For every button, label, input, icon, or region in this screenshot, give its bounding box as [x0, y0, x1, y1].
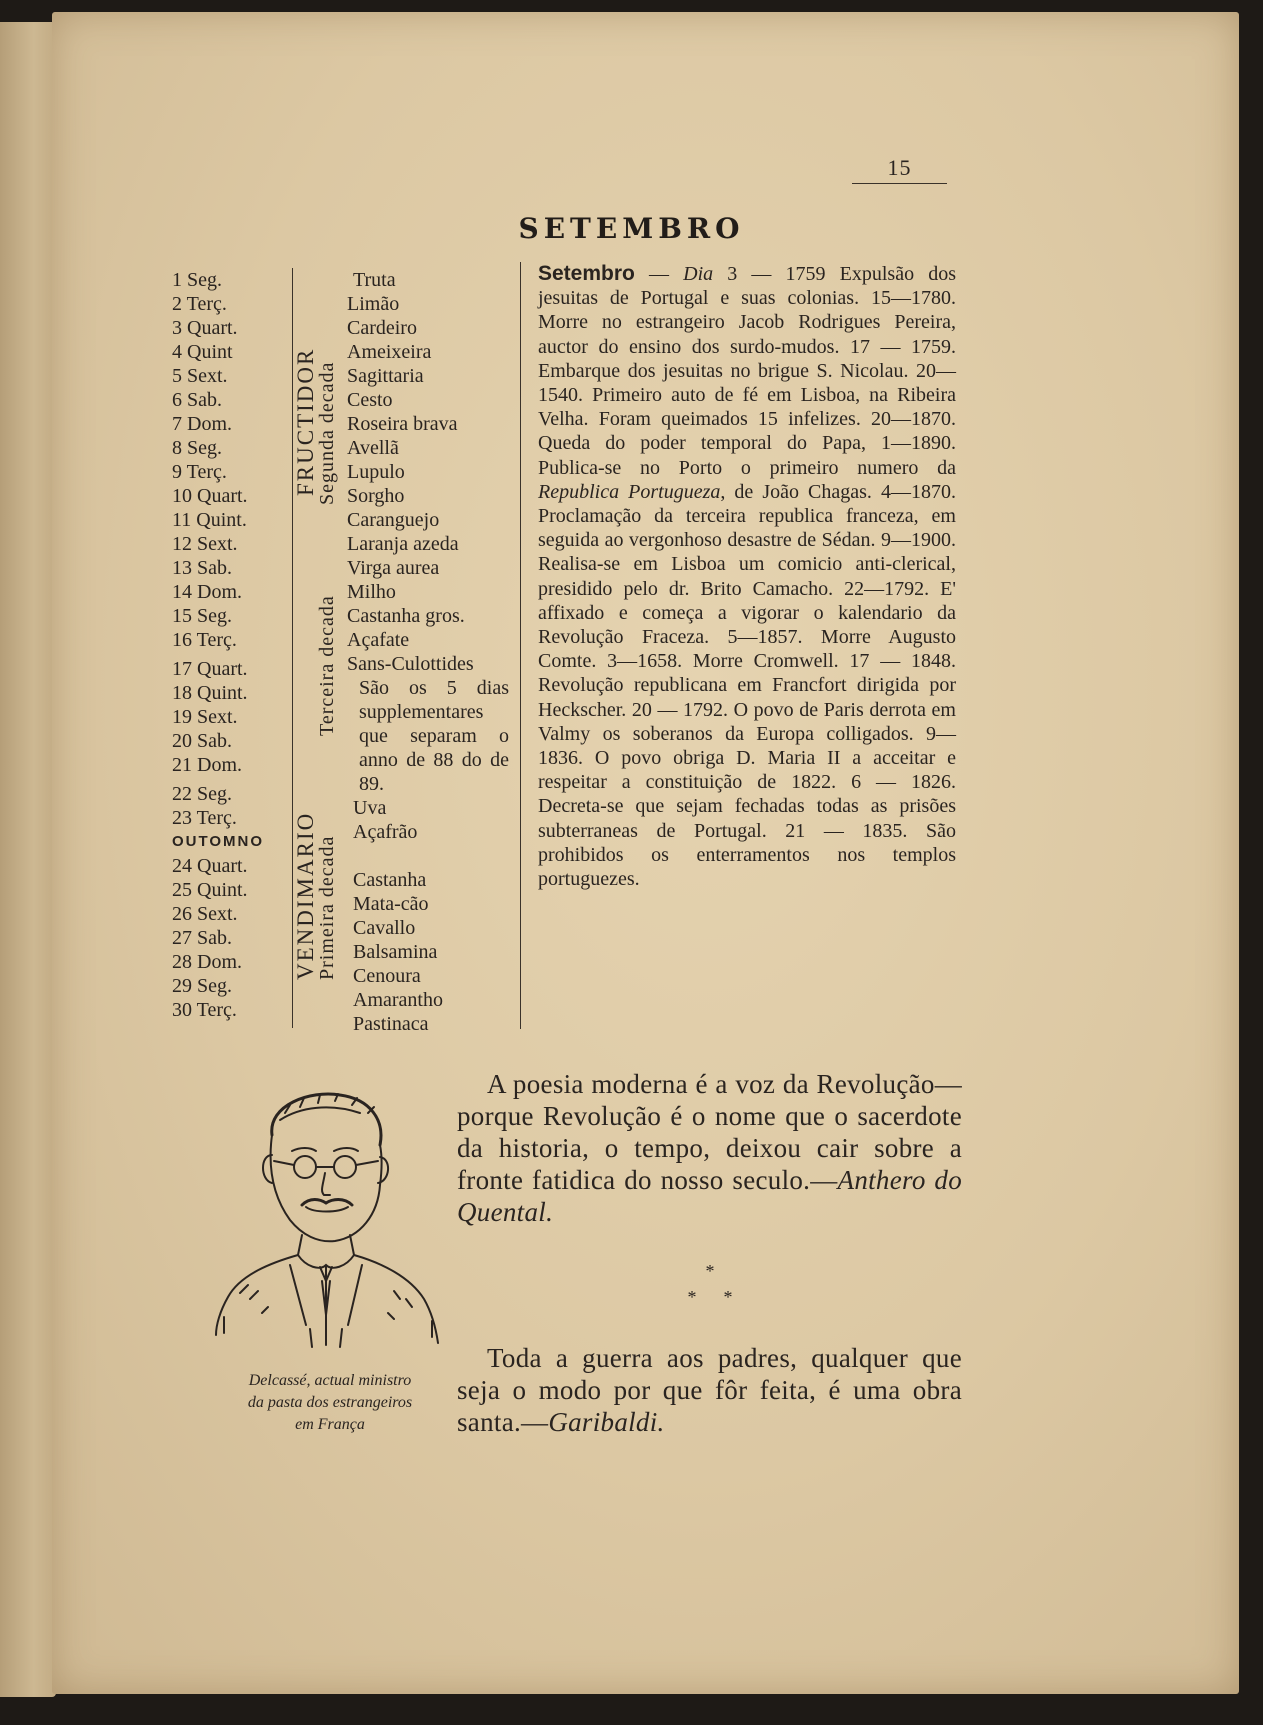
day-entry: 21 Dom. — [172, 754, 242, 776]
day-entry: 23 Terç. — [172, 807, 237, 829]
day-entry: 15 Seg. — [172, 605, 232, 627]
plant-entry: Laranja azeda — [347, 533, 459, 555]
day-entry: 22 Seg. — [172, 783, 232, 805]
day-entry: 19 Sext. — [172, 706, 238, 728]
historical-events-text: Setembro — Dia 3 — 1759 Expulsão dos jesuitas de Portugal e suas colonias. 15—1780. Morre no estrangeiro Jacob Rodrigues Pereira, auctor do ensino dos surdo-mudos. 17 — 1759. Embarque dos jesuitas no brigue S. Nicolau. 20—1540. Primeiro auto de fé em Lisboa, na Ribeira Velha. Foram queimados 15 infelizes. 20—1870. Queda do poder temporal do Papa, 1—1890. Publica-se no Porto o primeiro numero da Republica Portugueza, de João Chagas. 4—1870. Proclamação da terceira republica franceza, em seguida ao vergonhoso desastre de Sédan. 9—1900. Realisa-se em Lisboa um comicio anti-clerical, presidido pelo dr. Brito Camacho. 22—1792. E' affixado e começa a vigorar o kalendario da Revolução Fraceza. 5—1857. Morre Augusto Comte. 3—1658. Morre Cromwell. 17 — 1848. Revolução republicana em Francfort dirigida por Heckscher. 20 — 1792. O povo de Paris derrota em Valmy os soberanos da Europa colligados. 9—1836. O povo obriga D. Maria II a acceitar e respeitar a constituição de 1822. 6 — 1826. Decreta-se que sejam fechadas todas as prisões subterraneas de Portugal. 21 — 1835. São prohibidos os enterramentos nos templos portuguezes. — [538, 262, 957, 891]
day-entry: 9 Terç. — [172, 461, 227, 483]
day-entry: 30 Terç. — [172, 999, 237, 1021]
day-entry: 29 Seg. — [172, 975, 232, 997]
plant-entry: Cavallo — [353, 917, 416, 939]
plant-entry: Roseira brava — [347, 413, 458, 435]
decade-label-segunda: Segunda decada — [316, 361, 338, 505]
plant-entry: Lupulo — [347, 461, 405, 483]
day-entry: 16 Terç. — [172, 629, 237, 651]
plant-entry: Sagittaria — [347, 365, 424, 387]
history-text-part-1: 3 — 1759 Expulsão dos jesuitas de Portugal e suas colonias. 15—1780. Morre no estrangeiro Jacob Rodrigues Pereira, auctor do ensino dos surdo-mudos. 17 — 1759. Embarque dos jesuitas no brigue S. Nicolau. 20—1540. Primeiro auto de fé em Lisboa, na Ribeira Velha. Foram queimados 15 infelizes. 20—1870. Queda do poder temporal do Papa, 1—1890. Publica-se no Porto o primeiro numero da — [538, 263, 957, 479]
plant-entry: Cesto — [347, 389, 393, 411]
quote-garibaldi — [457, 1342, 962, 1438]
caption-line: Delcassé, actual ministro — [248, 1372, 412, 1389]
asterism-divider — [660, 1258, 760, 1310]
plant-entry: Limão — [347, 293, 400, 315]
day-entry: 17 Quart. — [172, 658, 248, 680]
history-text-part-2: , de João Chagas. 4—1870. Proclamação da terceira republica franceza, em seguida ao vergonhoso desastre de Sédan. 9—1900. Realisa-se em Lisboa um comicio anti-clerical, presidido pelo dr. Brito Camacho. 22—1792. E' affixado e começa a vigorar o kalendario da Revolução Fraceza. 5—1857. Morre Augusto Comte. 3—1658. Morre Cromwell. 17 — 1848. Revolução republicana em Francfort dirigida por Heckscher. 20 — 1792. O povo de Paris derrota em Valmy os soberanos da Europa colligados. 9—1836. O povo obriga D. Maria II a acceitar e respeitar a constituição de 1822. 6 — 1826. Decreta-se que sejam fechadas todas as prisões subterraneas de Portugal. 21 — 1835. São prohibidos os enterramentos nos templos portuguezes. — [538, 480, 956, 891]
plant-entry: Uva — [353, 797, 387, 819]
day-entry: 25 Quint. — [172, 879, 248, 901]
quote-text: Toda a guerra aos padres, qualquer que seja o modo por que fôr feita, é uma obra santa.— — [457, 1343, 962, 1437]
history-lead: Setembro — [538, 262, 635, 285]
plant-entry: Açafrão — [353, 821, 418, 843]
plant-entry: Ameixeira — [347, 341, 432, 363]
day-entry: 4 Quint — [172, 341, 233, 363]
plant-entry: Pastinaca — [353, 1013, 429, 1035]
day-entry: 18 Quint. — [172, 682, 248, 704]
day-entry: 1 Seg. — [172, 269, 222, 291]
day-entry: 3 Quart. — [172, 317, 238, 339]
day-entry: 13 Sab. — [172, 557, 232, 579]
column-divider — [520, 262, 521, 1029]
history-dia: Dia — [683, 263, 714, 285]
day-entry: 26 Sext. — [172, 903, 238, 925]
plant-entry: Sorgho — [347, 485, 405, 507]
asterism-top: * — [705, 1261, 715, 1281]
day-entry: 2 Terç. — [172, 293, 227, 315]
plant-entry: Milho — [347, 581, 396, 603]
day-entry: 7 Dom. — [172, 413, 232, 435]
day-entry: 14 Dom. — [172, 581, 242, 603]
plant-entry: Amarantho — [353, 989, 443, 1011]
plant-entry: Mata-cão — [353, 893, 429, 915]
season-marker: OUTOMNO — [172, 833, 265, 850]
plant-entry: Caranguejo — [347, 509, 440, 531]
plant-entry: Cardeiro — [347, 317, 417, 339]
day-entry: 5 Sext. — [172, 365, 228, 387]
decade-label-primeira: Primeira decada — [316, 835, 338, 980]
plant-entry: Cenoura — [353, 965, 421, 987]
quote-anthero — [457, 1068, 962, 1228]
month-label-fructidor: FRUCTIDOR — [293, 347, 318, 496]
blank-row — [347, 844, 517, 868]
sansculottides-note: São os 5 dias supplementares que separam o anno de 88 do de 89. — [359, 677, 509, 795]
plant-entry: Castanha gros. — [347, 605, 465, 627]
day-entry: 27 Sab. — [172, 927, 232, 949]
caption-line: em França — [295, 1416, 365, 1433]
month-label-vendimario: VENDIMARIO — [293, 811, 318, 980]
plant-entry: Truta — [353, 269, 396, 291]
plant-entry: Sans-Culottides — [347, 653, 474, 675]
asterism-bottom: * * — [687, 1287, 733, 1307]
adjacent-page-edge — [0, 22, 56, 1697]
page-number: 15 — [852, 155, 947, 184]
day-entry: 24 Quart. — [172, 855, 248, 877]
calendar-plants-column — [347, 268, 517, 1036]
day-entry: 8 Seg. — [172, 437, 222, 459]
portrait-caption — [205, 1370, 455, 1436]
plant-entry: Avellã — [347, 437, 399, 459]
month-title: SETEMBRO — [518, 212, 745, 245]
quote-text: A poesia moderna é a voz da Revolução—porque Revolução é o nome que o sacerdote da historia, o tempo, deixou cair sobre a fronte fatidica do nosso seculo.— — [457, 1069, 962, 1195]
day-entry: 11 Quint. — [172, 509, 247, 531]
day-entry: 28 Dom. — [172, 951, 242, 973]
decade-label-terceira: Terceira decada — [316, 595, 338, 736]
day-entry: 12 Sext. — [172, 533, 238, 555]
delcasse-portrait-illustration — [210, 1085, 455, 1365]
plant-entry: Virga aurea — [347, 557, 440, 579]
day-entry: 10 Quart. — [172, 485, 248, 507]
quote-author: Anthero do Quental. — [457, 1165, 963, 1227]
day-entry: 6 Sab. — [172, 389, 222, 411]
calendar-days-column — [172, 268, 293, 1028]
quote-author: Garibaldi. — [548, 1407, 665, 1437]
newspaper-title: Republica Portugueza — [538, 480, 721, 503]
plant-entry: Castanha — [353, 869, 427, 891]
plant-entry: Balsamina — [353, 941, 438, 963]
plant-entry: Açafate — [347, 629, 410, 651]
day-entry: 20 Sab. — [172, 730, 232, 752]
caption-line: da pasta dos estrangeiros — [247, 1394, 413, 1411]
